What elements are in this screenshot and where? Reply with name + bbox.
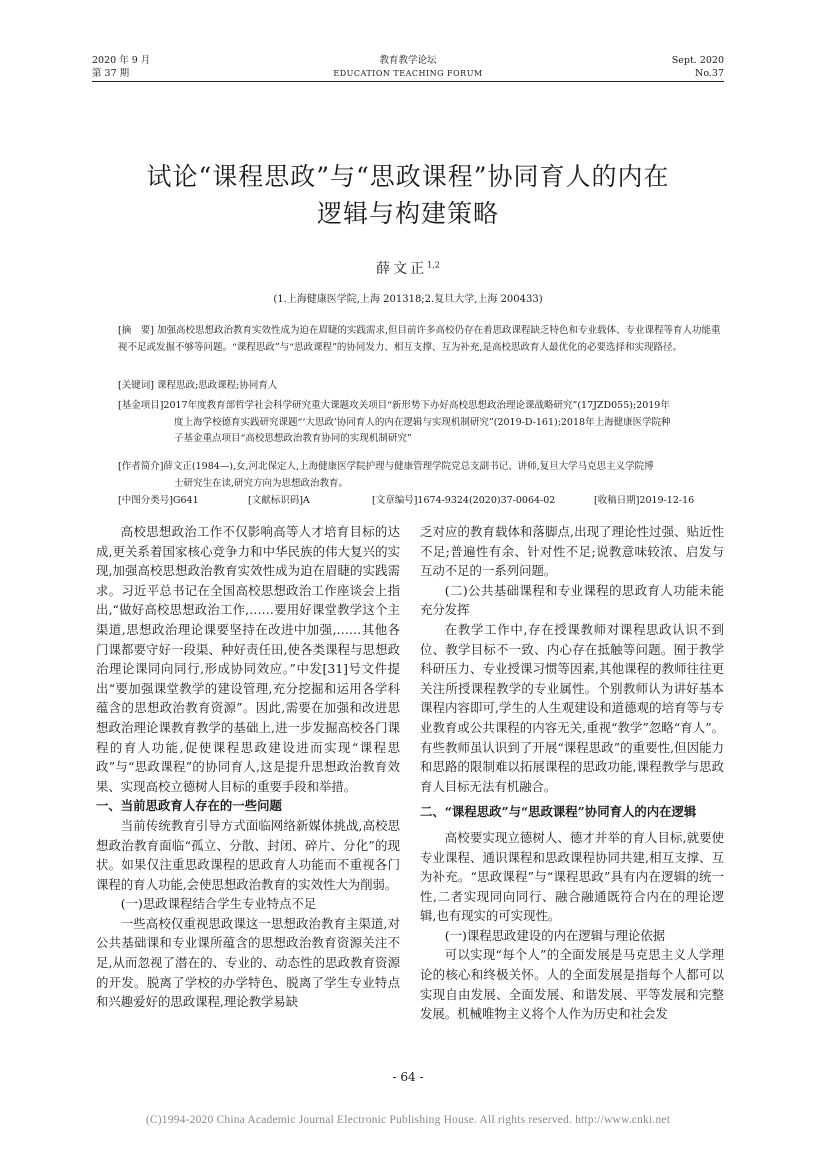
header-date-en: Sept. 2020 bbox=[671, 55, 724, 66]
classification-row bbox=[118, 493, 724, 510]
fund-info bbox=[118, 398, 724, 448]
subsection-heading-1-2: (二)公共基础课程和专业课程的思政育人功能未能充分发挥 bbox=[420, 582, 724, 618]
section-heading-1: 一、当前思政育人存在的一些问题 bbox=[96, 798, 282, 814]
title-line-1: 试论“课程思政”与“思政课程”协同育人的内在 bbox=[146, 162, 670, 191]
article-number: [文章编号]1674-9324(2020)37-0064-02 bbox=[372, 495, 556, 506]
author-info bbox=[118, 459, 724, 492]
subsection-heading-2-1: (一)课程思政建设的内在逻辑与理论依据 bbox=[444, 927, 666, 943]
author-info-line-2: 士研究生在读,研究方向为思想政治教育。 bbox=[174, 477, 349, 489]
subsection-1-2-paragraph: 在教学工作中,存在授课教师对课程思政认识不到位、教学目标不一致、内心存在抵触等问题。囿于教学科研压力、专业授课习惯等因素,其他课程的教师往往更关注所授课程教学的专业属性。个别教师认为讲好基本课程内容即可,学生的人生观建设和道德观的培育等与专业教育或公共课程的内容无关,重视“教学”忽略“育人”。有些教师虽认识到了开展“课程思政”的重要性,但因能力和思路的限制难以拓展课程的思政功能,课程教学与思政育人目标无法有机融合。 bbox=[420, 621, 724, 794]
fund-line-3: 子基金重点项目“高校思想政治教育协同的实现机制研究” bbox=[174, 433, 412, 444]
author-line bbox=[0, 258, 816, 278]
title-line-2: 逻辑与构建策略 bbox=[316, 199, 499, 228]
fund-line-1: 2017年度教育部哲学社会科学研究重大课题攻关项目“新形势下办好高校思想政治理论课战略研究”(17JZD055);2019年 bbox=[163, 400, 670, 411]
article-title bbox=[92, 158, 724, 232]
affiliation: (1.上海健康医学院,上海 201318;2.复旦大学,上海 200433) bbox=[273, 294, 543, 305]
fund-line-2: 度上海学校德育实践研究课题“‘大思政’协同育人的内在逻辑与实现机制研究”(2019-D-161);2018年上海健康医学院种 bbox=[174, 416, 671, 428]
doc-code: [文献标识码]A bbox=[248, 495, 310, 506]
abstract-label: [摘 要] bbox=[118, 325, 154, 336]
clc-number: [中图分类号]G641 bbox=[118, 495, 199, 506]
page-number: - 64 - bbox=[392, 1070, 424, 1084]
section-1-paragraph: 当前传统教育引导方式面临网络新媒体挑战,高校思想政治教育面临“孤立、分散、封闭、碎片、分化”的现状。如果仅注重思政课程的思政育人功能而不重视各门课程的育人功能,会使思想政治教育的实效性大为削弱。 bbox=[96, 817, 400, 892]
subsection-2-1-paragraph: 可以实现“每个人”的全面发展是马克思主义人学理论的核心和终极关怀。人的全面发展是指每个人都可以实现自由发展、全面发展、和谐发展、平等发展和完整发展。机械唯物主义将个人作为历史和社会发 bbox=[420, 947, 724, 1022]
continued-paragraph: 乏对应的教育载体和落脚点,出现了理论性过强、贴近性不足;普遍性有余、针对性不足;说教意味较浓、启发与互动不足的一系列问题。 bbox=[420, 524, 724, 579]
left-column bbox=[96, 522, 400, 1012]
abstract bbox=[118, 323, 724, 356]
right-column bbox=[420, 522, 724, 1024]
author-name: 薛文正 bbox=[376, 261, 428, 277]
subsection-1-1-paragraph: 一些高校仅重视思政课这一思想政治教育主渠道,对公共基础课和专业课所蕴含的思想政治教育资源关注不足,从而忽视了潜在的、专业的、动态性的思政教育资源的开发。脱离了学校的办学特色、脱离了学生专业特点和兴趣爱好的思政课程,理论教学易缺 bbox=[96, 915, 400, 1010]
section-2-paragraph: 高校要实现立德树人、德才并举的育人目标,就要使专业课程、通识课程和思政课程协同共建,相互支撑、互为补充。“思政课程”与“课程思政”具有内在逻辑的统一性,二者实现同向同行、融合融通既符合内在的理论逻辑,也有现实的可实现性。 bbox=[420, 829, 724, 924]
keywords-label: [关键词] bbox=[118, 380, 154, 391]
keywords-text: 课程思政;思政课程;协同育人 bbox=[156, 380, 278, 391]
abstract-text: 加强高校思想政治教育实效性成为迫在眉睫的实践需求,但目前许多高校仍存在着思政课程缺乏特色和专业载体、专业课程等育人功能重视不足或发掘不够等问题。“课程思政”与“思政课程”的协同发力、相互支撑、互为补充,是高校思政育人最优化的必要选择和实现路径。 bbox=[118, 325, 721, 353]
keywords bbox=[118, 378, 724, 395]
copyright-footer: (C)1994-2020 China Academic Journal Electronic Publishing House. All rights reserved. http://www.cnki.net bbox=[145, 1114, 671, 1126]
header-issue-en: No.37 bbox=[695, 68, 724, 79]
header-issue: 第 37 期 bbox=[92, 68, 130, 79]
fund-label: [基金项目] bbox=[118, 400, 164, 411]
intro-paragraph: 高校思想政治工作不仅影响高等人才培育目标的达成,更关系着国家核心竞争力和中华民族的伟大复兴的实现,加强高校思想政治教育实效性成为迫在眉睫的实践需求。习近平总书记在全国高校思想政治工作座谈会上指出,“做好高校思想政治工作,……要用好课堂教学这个主渠道,思想政治理论课要坚持在改进中加强,……其他各门课都要守好一段渠、种好责任田,使各类课程与思想政治理论课同向同行,形成协同效应。”中发[31]号文件提出“要加强课堂教学的建设管理,充分挖掘和运用各学科蕴含的思想政治教育资源”。因此,需要在加强和改进思想政治理论课教育教学的基础上,进一步发掘高校各门课程的育人功能,促使课程思政建设进而实现“课程思政”与“思政课程”的协同育人,这是提升思想政治教育效果、实现高校立德树人目标的重要手段和举措。 bbox=[96, 524, 400, 794]
section-heading-2: 二、“课程思政”与“思政课程”协同育人的内在逻辑 bbox=[420, 804, 697, 820]
received-date: [收稿日期]2019-12-16 bbox=[594, 495, 695, 506]
author-affil-marks: 1,2 bbox=[427, 260, 440, 270]
header-date: 2020 年 9 月 bbox=[92, 55, 151, 66]
journal-name-en: EDUCATION TEACHING FORUM bbox=[333, 69, 483, 78]
journal-name: 教育教学论坛 bbox=[379, 55, 437, 66]
author-info-line-1: 薛文正(1984—),女,河北保定人,上海健康医学院护理与健康管理学院党总支副书记、讲师,复旦大学马克思主义学院博 bbox=[163, 461, 654, 472]
subsection-heading-1-1: (一)思政课程结合学生专业特点不足 bbox=[120, 896, 317, 912]
author-info-label: [作者简介] bbox=[118, 461, 164, 472]
header-rule bbox=[92, 81, 724, 82]
header-right bbox=[672, 54, 724, 80]
